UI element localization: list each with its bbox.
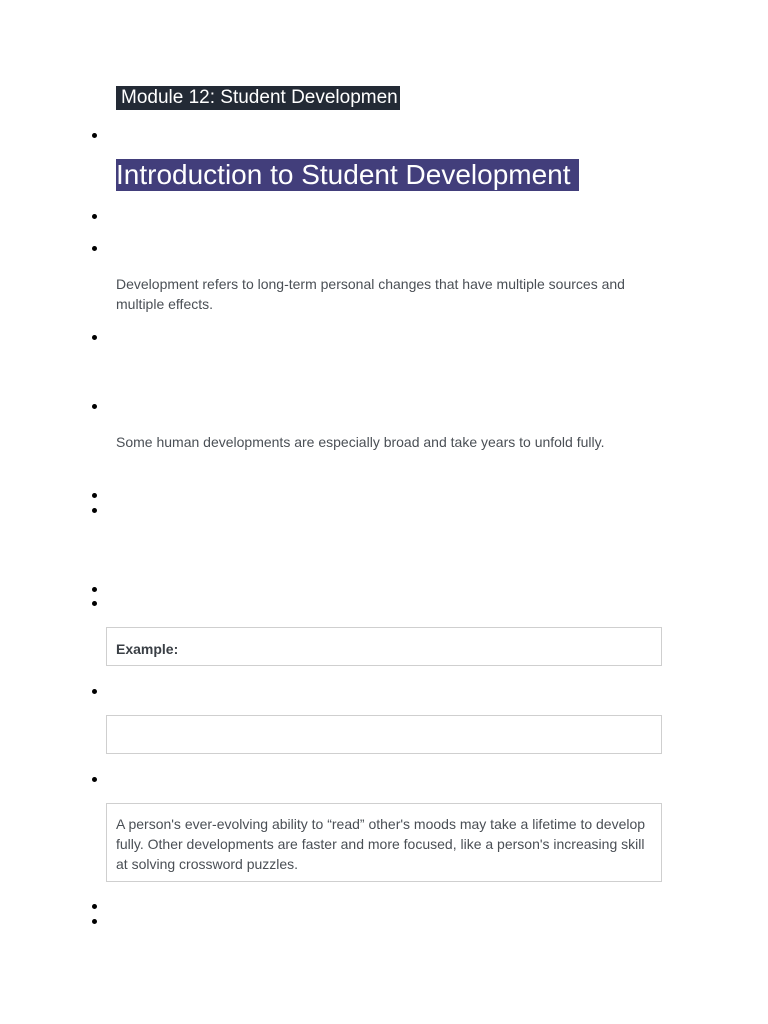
list-bullet: [92, 404, 97, 409]
example-text-box: [106, 803, 662, 882]
list-bullet: [92, 601, 97, 606]
list-bullet: [92, 335, 97, 340]
list-bullet: [92, 214, 97, 219]
list-bullet: [92, 508, 97, 513]
list-bullet: [92, 919, 97, 924]
paragraph-development-definition: Development refers to long-term personal changes that have multiple sources and multiple effects.: [116, 276, 625, 312]
list-bullet: [92, 777, 97, 782]
empty-box: [106, 715, 662, 754]
paragraph-broad-developments: Some human developments are especially broad and take years to unfold fully.: [116, 434, 605, 450]
empty-box-text: [107, 716, 661, 726]
example-label: Example:: [116, 641, 179, 657]
example-label-box: [106, 627, 662, 666]
list-bullet: [92, 133, 97, 138]
list-bullet: [92, 246, 97, 251]
list-bullet: [92, 493, 97, 498]
module-title: Module 12: Student Developmen: [116, 86, 400, 110]
page-title: Introduction to Student Development: [116, 159, 579, 191]
list-bullet: [92, 689, 97, 694]
example-text: A person's ever-evolving ability to “read” other's moods may take a lifetime to develop fully. Other developments are faster and more focused, like a person's increasing skill at solving crossword puzzles.: [116, 816, 646, 872]
list-bullet: [92, 904, 97, 909]
list-bullet: [92, 587, 97, 592]
